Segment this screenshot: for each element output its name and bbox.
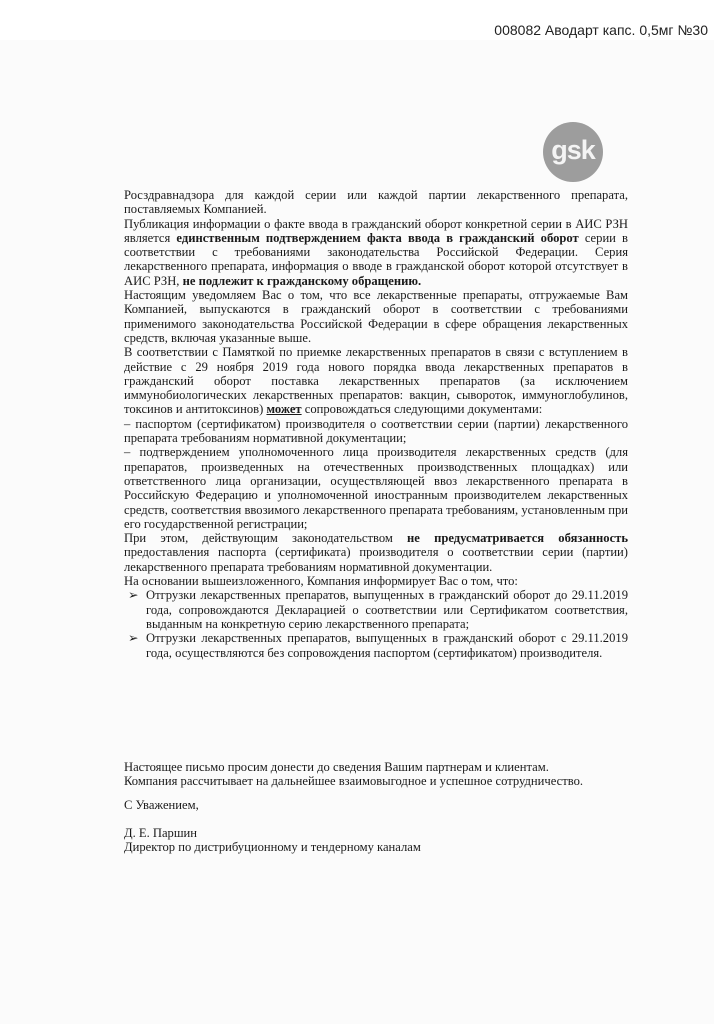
- bullet-list: [124, 588, 628, 659]
- arrow-bullet-icon: ➢: [128, 631, 139, 646]
- closing-line: Настоящее письмо просим донести до сведения Вашим партнерам и клиентам.: [124, 760, 549, 774]
- arrow-bullet-icon: ➢: [128, 588, 139, 603]
- paragraph: На основании вышеизложенного, Компания информирует Вас о том, что:: [124, 574, 518, 589]
- closing-request: [124, 760, 644, 789]
- paragraph: – подтверждением уполномоченного лица производителя лекарственных средств (для препаратов, произведенных на отечественных производственных площадках) или ответственного лица организации, осуществляющей ввоз лекарственного препарата в Российскую Федерацию и уполномоченной иностранным производителем лекарственных средств, соответствия ввозимого лекарственного препарата требованиям, установленным при его государственной регистрации;: [124, 445, 628, 531]
- paragraph: Росздравнадзора для каждой серии или каждой партии лекарственного препарата, поставляемых Компанией.: [124, 188, 628, 217]
- signer-position: Директор по дистрибуционному и тендерному каналам: [124, 840, 421, 855]
- paragraph: Настоящим уведомляем Вас о том, что все лекарственные препараты, отгружаемые Вам Компанией, выпускаются в гражданский оборот в соответствии с требованиями применимого законодательства Российской Федерации в сфере обращения лекарственных средств, включая указанные выше.: [124, 288, 628, 345]
- list-item: ➢ Отгрузки лекарственных препаратов, выпущенных в гражданский оборот с 29.11.2019 года, осуществляются без сопровождения паспортом (сертификатом) производителя.: [128, 631, 628, 660]
- paragraph: Публикация информации о факте ввода в гражданский оборот конкретной серии в АИС РЗН является единственным подтверждением факта ввода в гражданский оборот серии в соответствии с требованиями законодательства Российской Федерации. Серия лекарственного препарата, информация о вводе в гражданской оборот которой отсутствует в АИС РЗН, не подлежит к гражданскому обращению.: [124, 216, 628, 288]
- logo-text: gsk: [551, 135, 595, 165]
- document-title: 008082 Аводарт капс. 0,5мг №30: [494, 22, 708, 38]
- list-item: ➢ Отгрузки лекарственных препаратов, выпущенных в гражданский оборот до 29.11.2019 года, сопровождаются Декларацией о соответствии или Сертификатом соответствия, выданным на конкретную серию лекарственного препарата;: [128, 588, 628, 631]
- signer-name: Д. Е. Паршин: [124, 826, 198, 840]
- regards: [124, 798, 644, 812]
- regards-text: С Уважением,: [124, 798, 199, 812]
- gsk-logo-icon: [543, 122, 603, 182]
- paragraph: В соответствии с Памяткой по приемке лекарственных препаратов в связи с вступлением в действие с 29 ноября 2019 года нового порядка ввода лекарственных препаратов в гражданский оборот поставка лекарственных препаратов (за исключением иммунобиологических лекарственных препаратов: вакцин, сывороток, иммуноглобулинов, токсинов и антитоксинов) может сопровождаться следующими документами:: [124, 345, 628, 417]
- closing-line: Компания рассчитывает на дальнейшее взаимовыгодное и успешное сотрудничество.: [124, 774, 584, 789]
- signature-block: [124, 826, 644, 855]
- paragraph: При этом, действующим законодательством не предусматривается обязанность предоставления паспорта (сертификата) производителя о соответствии серии (партии) лекарственного препарата требованиям нормативной документации.: [124, 531, 629, 574]
- paragraph: – паспортом (сертификатом) производителя о соответствии серии (партии) лекарственного препарата требованиям нормативной документации;: [124, 416, 628, 446]
- document-header: [0, 0, 714, 41]
- letter-body: [124, 188, 628, 660]
